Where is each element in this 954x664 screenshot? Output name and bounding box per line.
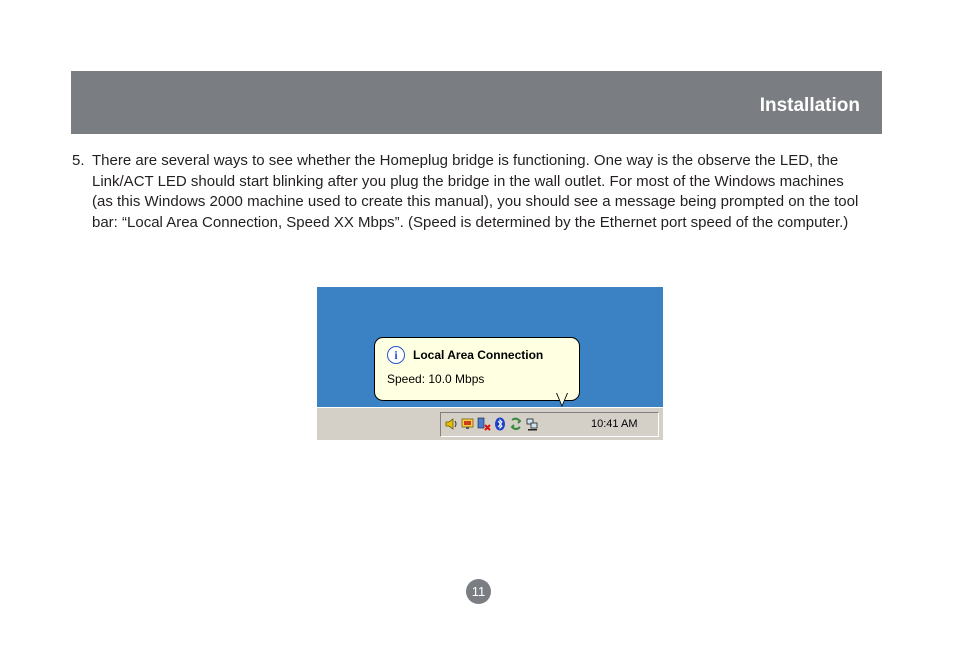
info-icon: i [387, 346, 405, 364]
section-header-bar [71, 71, 882, 134]
step-number: 5. [72, 152, 85, 169]
monitor-icon[interactable] [461, 417, 475, 431]
step-paragraph [72, 151, 862, 233]
bluetooth-icon[interactable] [493, 417, 507, 431]
windows-tray-screenshot [317, 287, 663, 440]
speaker-icon[interactable] [445, 417, 459, 431]
notification-balloon[interactable] [374, 337, 580, 401]
balloon-tail-fill [557, 393, 567, 405]
taskbar [317, 407, 663, 440]
balloon-title: Local Area Connection [413, 348, 544, 362]
taskbar-clock[interactable]: 10:41 AM [591, 418, 638, 430]
network-disconnected-icon[interactable] [477, 417, 491, 431]
balloon-text: Speed: 10.0 Mbps [387, 372, 485, 386]
update-icon[interactable] [509, 417, 523, 431]
network-connection-icon[interactable] [525, 417, 539, 431]
step-text: There are several ways to see whether the Homeplug bridge is functioning. One way is the observe the LED, the Link/ACT LED should start blinking after you plug the bridge in the wall outlet. For most of the Windows machines (as this Windows 2000 machine used to create this manual), you should see a message being prompted on the tool bar: “Local Area Connection, Speed XX Mbps”. (Speed is determined by the Ethernet port speed of the computer.) [92, 152, 859, 231]
page-number-badge: 11 [466, 579, 491, 604]
section-title: Installation [759, 95, 860, 116]
system-tray [440, 412, 659, 437]
